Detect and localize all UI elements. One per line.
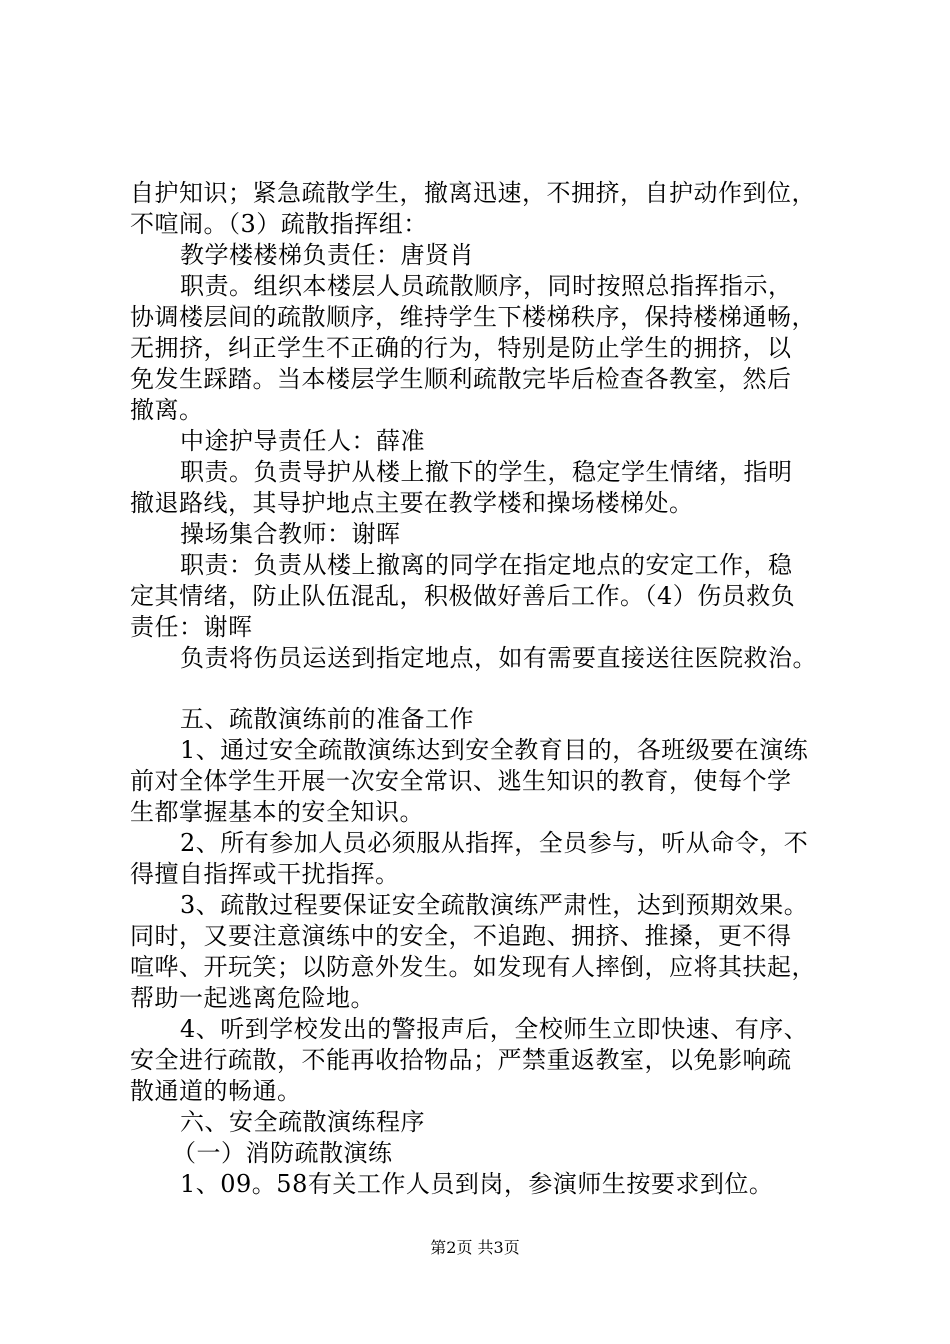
text-line: 前对全体学生开展一次安全常识、逃生知识的教育，使每个学: [130, 767, 792, 795]
text-line: 1、通过安全疏散演练达到安全教育目的，各班级要在演练: [180, 736, 809, 764]
text-line: 职责。组织本楼层人员疏散顺序，同时按照总指挥指示，: [180, 272, 793, 300]
text-line: 撤退路线，其导护地点主要在教学楼和操场楼梯处。: [130, 489, 694, 517]
text-line: 操场集合教师：谢晖: [180, 520, 401, 548]
text-line: 负责将伤员运送到指定地点，如有需要直接送往医院救治。: [180, 644, 817, 672]
text-line: 生都掌握基本的安全知识。: [130, 798, 424, 826]
text-line: 职责。负责导护从楼上撤下的学生，稳定学生情绪，指明: [180, 458, 793, 486]
text-line: 帮助一起逃离危险地。: [130, 984, 375, 1012]
text-line: 自护知识；紧急疏散学生，撤离迅速，不拥挤，自护动作到位，: [130, 179, 816, 207]
text-line: 2、所有参加人员必须服从指挥，全员参与，听从命令，不: [180, 829, 809, 857]
section-heading: 五、疏散演练前的准备工作: [180, 705, 474, 733]
text-line: 教学楼楼梯负责任：唐贤肖: [180, 241, 474, 269]
text-line: 4、听到学校发出的警报声后，全校师生立即快速、有序、: [180, 1015, 809, 1043]
text-line: 得擅自指挥或干扰指挥。: [130, 860, 400, 888]
text-line: 安全进行疏散，不能再收拾物品；严禁重返教室，以免影响疏: [130, 1046, 792, 1074]
section-heading: 六、安全疏散演练程序: [180, 1108, 425, 1136]
text-line: 散通道的畅通。: [130, 1077, 302, 1105]
text-line: 定其情绪，防止队伍混乱，积极做好善后工作。（4）伤员救负: [130, 582, 796, 610]
text-line: 同时，又要注意演练中的安全，不追跑、拥挤、推搡，更不得: [130, 922, 792, 950]
text-line: 撤离。: [130, 396, 204, 424]
text-line: 职责：负责从楼上撤离的同学在指定地点的安定工作，稳: [180, 551, 793, 579]
page-number-footer: 第2页 共3页: [430, 1238, 520, 1257]
text-line: 1、09。58有关工作人员到岗，参演师生按要求到位。: [180, 1170, 774, 1198]
text-line: 喧哗、开玩笑；以防意外发生。如发现有人摔倒，应将其扶起，: [130, 953, 816, 981]
subsection-heading: （一）消防疏散演练: [172, 1139, 393, 1167]
text-line: 中途护导责任人：薛准: [180, 427, 425, 455]
text-line: 无拥挤，纠正学生不正确的行为，特别是防止学生的拥挤，以: [130, 334, 792, 362]
text-line: 不喧闹。（3）疏散指挥组：: [130, 210, 428, 238]
text-line: 3、疏散过程要保证安全疏散演练严肃性，达到预期效果。: [180, 891, 809, 919]
text-line: 责任：谢晖: [130, 613, 253, 641]
text-line: 免发生踩踏。当本楼层学生顺利疏散完毕后检查各教室，然后: [130, 365, 792, 393]
text-line: 协调楼层间的疏散顺序，维持学生下楼梯秩序，保持楼梯通畅，: [130, 303, 816, 331]
